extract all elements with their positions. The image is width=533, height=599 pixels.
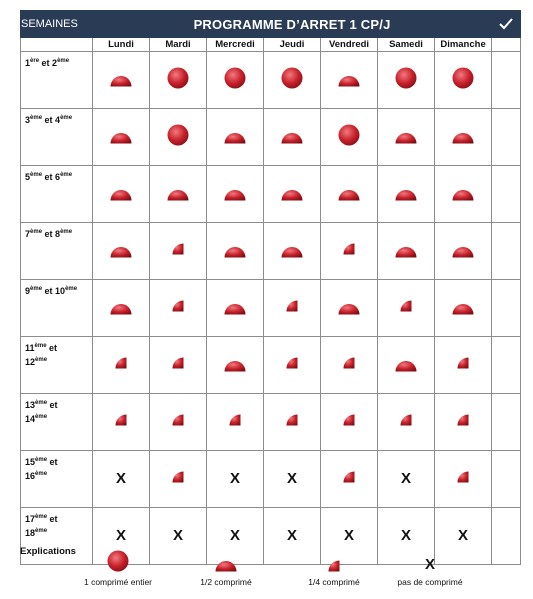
quarter-pill-icon	[115, 357, 127, 369]
half-pill-icon	[452, 302, 474, 315]
half-pill-icon	[224, 245, 246, 258]
week-label: 1ère et 2ème	[21, 52, 93, 109]
dose-cell	[93, 280, 150, 337]
day-header: Dimanche	[435, 38, 492, 52]
dose-cell	[93, 109, 150, 166]
half-pill-icon	[395, 245, 417, 258]
quarter-pill-icon	[457, 414, 469, 426]
week-label: 13ème et 14ème	[21, 394, 93, 451]
half-pill-icon	[338, 302, 360, 315]
no-pill-mark: X	[172, 527, 183, 544]
legend-title: Explications	[20, 546, 76, 557]
dose-cell	[207, 451, 264, 508]
half-pill-icon	[110, 131, 132, 144]
dose-cell	[93, 451, 150, 508]
day-header: Samedi	[378, 38, 435, 52]
dose-cell	[321, 451, 378, 508]
no-pill-mark: X	[229, 527, 240, 544]
quarter-pill-icon	[172, 243, 184, 255]
dose-cell	[378, 394, 435, 451]
quarter-pill-icon	[343, 357, 355, 369]
quarter-pill-icon	[400, 414, 412, 426]
quarter-pill-icon	[229, 414, 241, 426]
no-pill-mark: X	[343, 527, 354, 544]
dose-cell	[264, 280, 321, 337]
no-pill-mark: X	[400, 470, 411, 487]
day-header: Vendredi	[321, 38, 378, 52]
week-label: 17ème et 18ème	[21, 508, 93, 565]
dose-cell	[207, 280, 264, 337]
check-cell	[492, 166, 521, 223]
week-row	[21, 223, 521, 280]
half-pill-icon	[452, 245, 474, 258]
legend-full-label: 1 comprimé entier	[83, 577, 153, 587]
dose-cell	[321, 394, 378, 451]
dose-cell	[378, 223, 435, 280]
quarter-pill-icon	[343, 471, 355, 483]
dose-cell	[378, 166, 435, 223]
full-pill-icon	[224, 67, 246, 89]
dose-cell	[207, 394, 264, 451]
dose-cell	[378, 109, 435, 166]
half-pill-icon	[338, 74, 360, 87]
week-row	[21, 280, 521, 337]
dose-cell	[321, 166, 378, 223]
check-cell	[492, 337, 521, 394]
quarter-pill-icon	[279, 548, 389, 572]
dose-cell	[435, 52, 492, 109]
no-pill-mark: X	[286, 527, 297, 544]
half-pill-icon	[110, 188, 132, 201]
half-pill-icon	[224, 188, 246, 201]
dose-cell	[435, 223, 492, 280]
dose-cell	[321, 223, 378, 280]
dose-cell	[93, 337, 150, 394]
half-pill-icon	[452, 188, 474, 201]
quarter-pill-icon	[400, 300, 412, 312]
week-row	[21, 52, 521, 109]
dose-cell	[378, 451, 435, 508]
dose-cell	[378, 280, 435, 337]
check-cell	[492, 109, 521, 166]
half-pill-icon	[110, 302, 132, 315]
check-column-header	[492, 38, 521, 52]
dose-cell	[150, 451, 207, 508]
dose-cell	[264, 166, 321, 223]
dose-cell	[264, 52, 321, 109]
dose-cell	[150, 394, 207, 451]
legend-quarter	[279, 548, 389, 587]
day-header: Lundi	[93, 38, 150, 52]
legend-half-label: 1/2 comprimé	[200, 577, 252, 587]
week-label: 11ème et 12ème	[21, 337, 93, 394]
no-pill-mark: X	[286, 470, 297, 487]
dose-cell	[150, 52, 207, 109]
dose-cell	[435, 109, 492, 166]
dose-cell	[150, 280, 207, 337]
day-header: Mardi	[150, 38, 207, 52]
half-pill-icon	[281, 245, 303, 258]
half-pill-icon	[338, 188, 360, 201]
quarter-pill-icon	[286, 357, 298, 369]
weekly-schedule-table	[20, 10, 521, 565]
week-row	[21, 337, 521, 394]
week-row	[21, 394, 521, 451]
check-cell	[492, 394, 521, 451]
quarter-pill-icon	[115, 414, 127, 426]
half-pill-icon	[395, 188, 417, 201]
dose-cell	[321, 337, 378, 394]
dose-cell	[435, 337, 492, 394]
half-pill-icon	[110, 74, 132, 87]
dose-cell	[207, 109, 264, 166]
dose-cell	[264, 451, 321, 508]
full-pill-icon	[395, 67, 417, 89]
dose-cell	[150, 109, 207, 166]
legend	[0, 540, 533, 599]
quarter-pill-icon	[343, 243, 355, 255]
half-pill-icon	[452, 131, 474, 144]
week-label: 7ème et 8ème	[21, 223, 93, 280]
checkmark-icon	[492, 11, 521, 38]
half-pill-icon	[281, 188, 303, 201]
quarter-pill-icon	[457, 471, 469, 483]
check-cell	[492, 280, 521, 337]
quarter-pill-icon	[457, 357, 469, 369]
no-pill-mark: X	[424, 556, 435, 573]
no-pill-mark: X	[458, 527, 469, 544]
dose-cell	[207, 337, 264, 394]
half-pill-icon	[281, 131, 303, 144]
check-cell	[492, 451, 521, 508]
half-pill-icon	[224, 359, 246, 372]
week-row	[21, 451, 521, 508]
half-pill-icon	[167, 188, 189, 201]
week-label: 9ème et 10ème	[21, 280, 93, 337]
quarter-pill-icon	[172, 300, 184, 312]
full-pill-icon	[338, 124, 360, 146]
dose-cell	[435, 166, 492, 223]
weeks-header: SEMAINES	[21, 11, 93, 38]
day-header: Mercredi	[207, 38, 264, 52]
dose-cell	[435, 451, 492, 508]
dose-cell	[321, 109, 378, 166]
half-pill-icon	[171, 548, 281, 572]
full-pill-icon	[452, 67, 474, 89]
week-label: 15ème et 16ème	[21, 451, 93, 508]
schedule-body	[21, 52, 521, 565]
weeks-corner	[21, 38, 93, 52]
legend-none-label: pas de comprimé	[397, 577, 463, 587]
quarter-pill-icon	[172, 357, 184, 369]
no-pill-mark: X	[115, 527, 126, 544]
days-header-row	[21, 38, 521, 52]
dose-cell	[264, 394, 321, 451]
dose-cell	[207, 166, 264, 223]
legend-full	[63, 548, 173, 587]
week-row	[21, 109, 521, 166]
quarter-pill-icon	[343, 414, 355, 426]
half-pill-icon	[395, 359, 417, 372]
program-title: PROGRAMME D’ARRET 1 CP/J	[93, 11, 492, 38]
full-pill-icon	[167, 124, 189, 146]
quarter-pill-icon	[286, 300, 298, 312]
dose-cell	[207, 52, 264, 109]
half-pill-icon	[224, 302, 246, 315]
legend-quarter-label: 1/4 comprimé	[308, 577, 360, 587]
full-pill-icon	[281, 67, 303, 89]
dose-cell	[435, 280, 492, 337]
dose-cell	[378, 337, 435, 394]
dose-cell	[150, 337, 207, 394]
legend-none	[375, 548, 485, 587]
half-pill-icon	[395, 131, 417, 144]
dose-cell	[93, 166, 150, 223]
day-header: Jeudi	[264, 38, 321, 52]
no-pill-mark: X	[229, 470, 240, 487]
no-pill-mark: X	[400, 527, 411, 544]
dose-cell	[264, 337, 321, 394]
check-cell	[492, 223, 521, 280]
dose-cell	[150, 166, 207, 223]
dose-cell	[321, 52, 378, 109]
dose-cell	[321, 280, 378, 337]
half-pill-icon	[110, 245, 132, 258]
dose-cell	[378, 52, 435, 109]
dose-cell	[435, 394, 492, 451]
full-pill-icon	[167, 67, 189, 89]
dose-cell	[150, 223, 207, 280]
legend-half	[171, 548, 281, 587]
half-pill-icon	[224, 131, 246, 144]
dose-cell	[207, 223, 264, 280]
dose-cell	[264, 109, 321, 166]
quarter-pill-icon	[286, 414, 298, 426]
check-cell	[492, 52, 521, 109]
dose-cell	[264, 223, 321, 280]
quarter-pill-icon	[172, 471, 184, 483]
full-pill-icon	[63, 548, 173, 572]
week-label: 3ème et 4ème	[21, 109, 93, 166]
quarter-pill-icon	[172, 414, 184, 426]
dose-cell	[93, 394, 150, 451]
week-label: 5ème et 6ème	[21, 166, 93, 223]
week-row	[21, 166, 521, 223]
dose-cell	[93, 223, 150, 280]
no-pill-mark: X	[115, 470, 126, 487]
dose-cell	[93, 52, 150, 109]
